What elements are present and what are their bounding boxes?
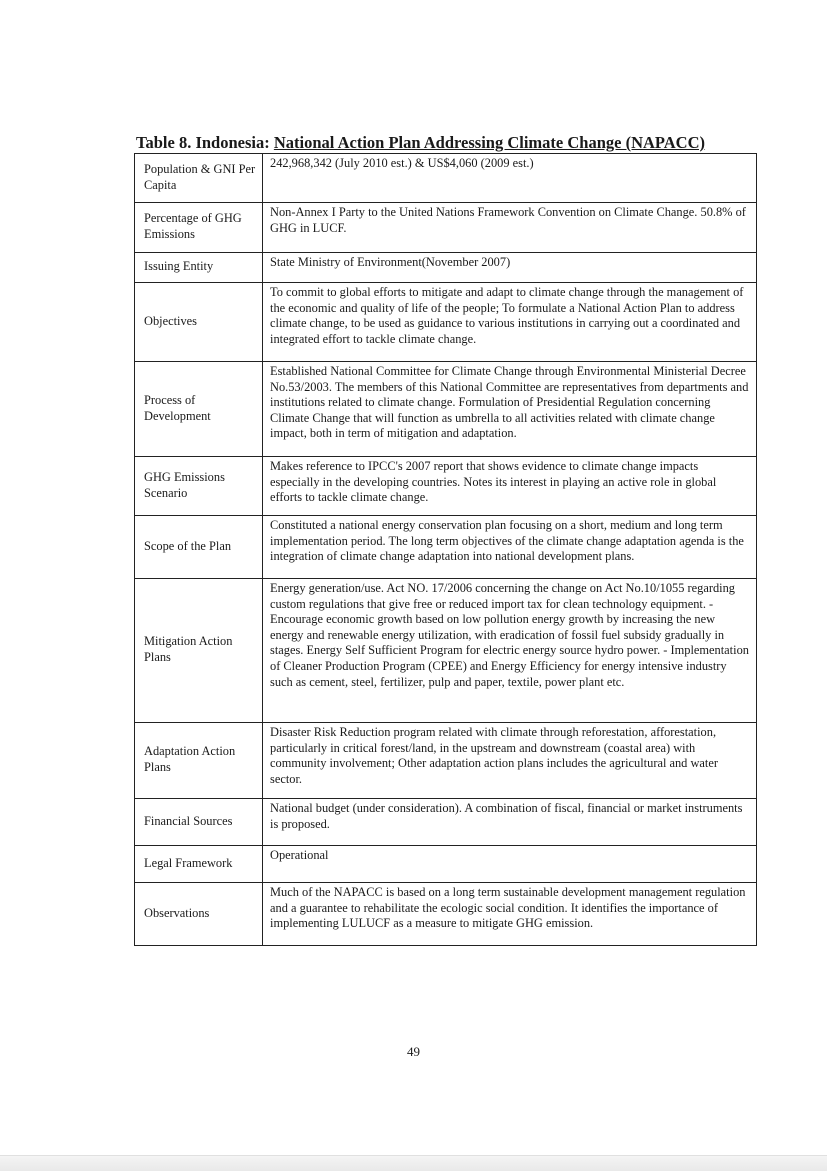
row-value-scope-of-plan: Constituted a national energy conservation plan focusing on a short, medium and long term implementation period. The long term objectives of the climate change adaptation agenda is the integration of climate change adaptation into national development plans.	[263, 516, 757, 579]
row-label-population-gni: Population & GNI Per Capita	[135, 154, 263, 203]
row-label-objectives: Objectives	[135, 283, 263, 362]
table-title	[136, 133, 776, 153]
row-value-financial-sources: National budget (under consideration). A combination of fiscal, financial or market instruments is proposed.	[263, 799, 757, 846]
page-bottom-edge	[0, 1155, 827, 1171]
row-label-mitigation-plans: Mitigation Action Plans	[135, 579, 263, 723]
table-row	[135, 154, 757, 203]
row-value-ghg-scenario: Makes reference to IPCC's 2007 report that shows evidence to climate change impacts especially in the developing countries. Notes its interest in playing an active role in global efforts to tackle climate change.	[263, 457, 757, 516]
table-title-prefix: Table 8. Indonesia:	[136, 133, 274, 152]
row-label-ghg-scenario: GHG Emissions Scenario	[135, 457, 263, 516]
row-label-scope-of-plan: Scope of the Plan	[135, 516, 263, 579]
table-row	[135, 846, 757, 883]
row-label-process-of-development: Process of Development	[135, 362, 263, 457]
row-value-objectives: To commit to global efforts to mitigate and adapt to climate change through the management of the economic and quality of life of the people; To formulate a National Action Plan to address climate change, to be used as guidance to various institutions in carrying out a coordinated and integrated effort to tackle climate change.	[263, 283, 757, 362]
row-value-mitigation-plans: Energy generation/use. Act NO. 17/2006 concerning the change on Act No.10/1055 regarding custom regulations that give free or reduced import tax for clean technology equipment. - Encourage economic growth based on low pollution energy growth by increasing the new energy and renewable energy utilization, with eradication of fossil fuel subsidy gradually in stages. Energy Self Sufficient Program for electric energy source hydro power. - Implementation of Cleaner Production Program (CPEE) and Energy Efficiency for energy intensive industry such as cement, steel, fertilizer, pulp and paper, textile, power plant etc.	[263, 579, 757, 723]
table-row	[135, 883, 757, 946]
table-row	[135, 457, 757, 516]
row-value-population-gni: 242,968,342 (July 2010 est.) & US$4,060 (2009 est.)	[263, 154, 757, 203]
table-row	[135, 516, 757, 579]
table-row	[135, 799, 757, 846]
row-label-ghg-percentage: Percentage of GHG Emissions	[135, 203, 263, 253]
table-title-main: National Action Plan Addressing Climate Change (NAPACC)	[273, 133, 706, 152]
row-value-adaptation-plans: Disaster Risk Reduction program related with climate through reforestation, afforestation, particularly in critical forest/land, in the upstream and downstream (coastal area) with community involvement; Other adaptation action plans includes the agricultural and water sector.	[263, 723, 757, 799]
table-row	[135, 283, 757, 362]
table-row	[135, 723, 757, 799]
row-value-legal-framework: Operational	[263, 846, 757, 883]
page-number: 49	[407, 1044, 420, 1059]
row-label-financial-sources: Financial Sources	[135, 799, 263, 846]
table-row	[135, 362, 757, 457]
napacc-table	[134, 153, 757, 946]
row-value-process-of-development: Established National Committee for Climate Change through Environmental Ministerial Decree No.53/2003. The members of this National Committee are representatives from departments and institutions related to climate change. Formulation of Presidential Regulation concerning Climate Change that will function as umbrella to all activities related with climate change impact, both in term of mitigation and adaptation.	[263, 362, 757, 457]
row-value-ghg-percentage: Non-Annex I Party to the United Nations Framework Convention on Climate Change. 50.8% of GHG in LUCF.	[263, 203, 757, 253]
row-label-observations: Observations	[135, 883, 263, 946]
row-label-adaptation-plans: Adaptation Action Plans	[135, 723, 263, 799]
table-row	[135, 253, 757, 283]
row-value-issuing-entity: State Ministry of Environment(November 2007)	[263, 253, 757, 283]
row-value-observations: Much of the NAPACC is based on a long term sustainable development management regulation and a guarantee to rehabilitate the ecologic social condition. It identifies the importance of implementing LULUCF as a measure to mitigate GHG emission.	[263, 883, 757, 946]
row-label-legal-framework: Legal Framework	[135, 846, 263, 883]
table-row	[135, 579, 757, 723]
table-row	[135, 203, 757, 253]
row-label-issuing-entity: Issuing Entity	[135, 253, 263, 283]
